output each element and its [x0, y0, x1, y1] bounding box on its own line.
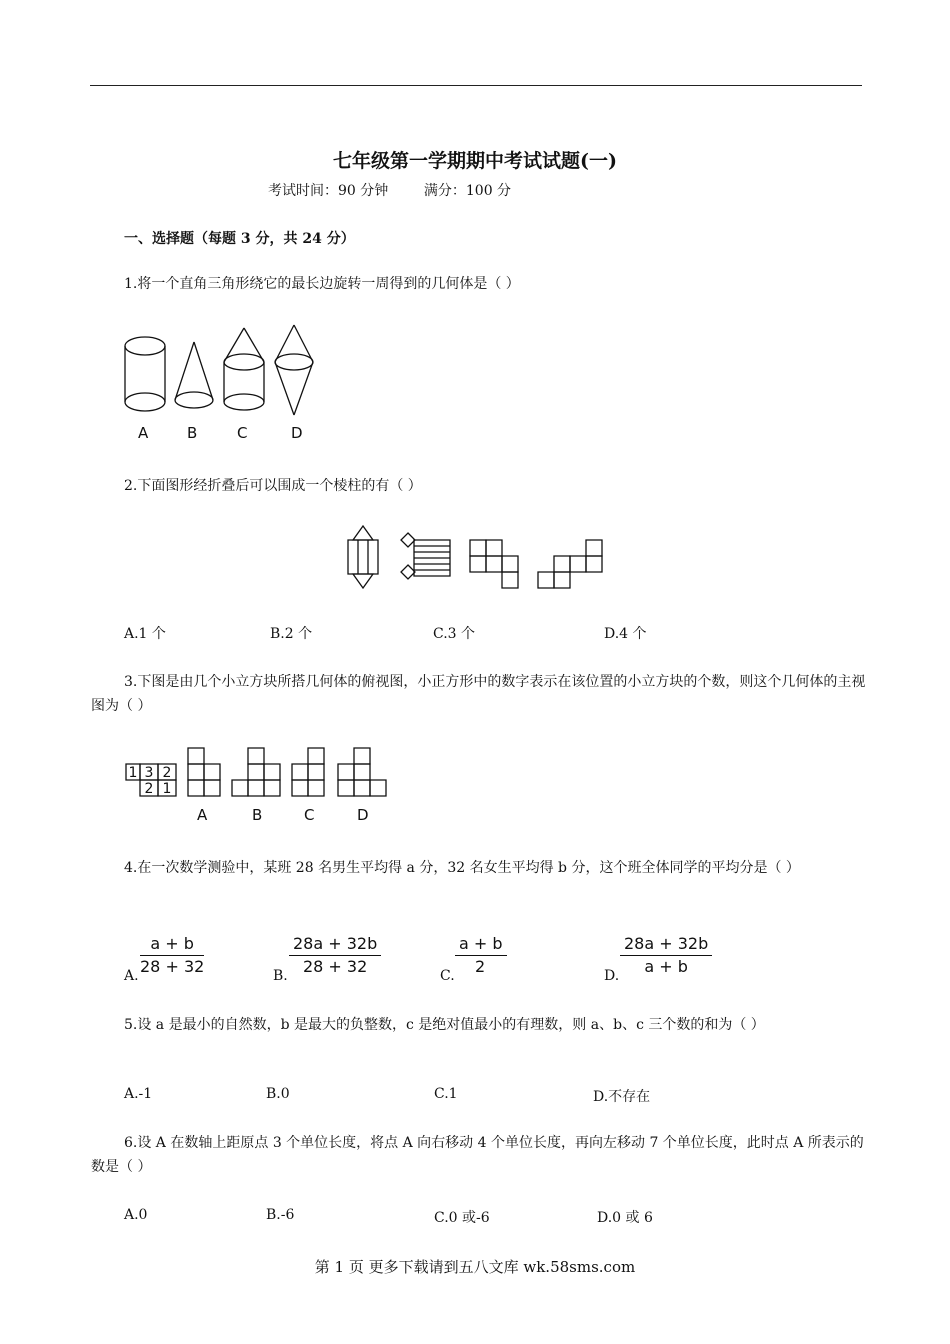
- front-view-a: [188, 748, 220, 796]
- q1-label-c: C: [237, 424, 248, 442]
- question-2: 2.下面图形经折叠后可以围成一个棱柱的有（ ）: [124, 478, 422, 494]
- q4-option-d-fraction: [620, 933, 712, 978]
- net-multi-face-prism: [401, 533, 450, 579]
- cone-cylinder-shape: [224, 328, 264, 410]
- net-triangular-prism: [348, 526, 378, 588]
- q3-label-b: B: [252, 806, 263, 824]
- q4-option-b-label: B.: [273, 968, 288, 984]
- front-view-d: [338, 748, 386, 796]
- question-1: 1.将一个直角三角形绕它的最长边旋转一周得到的几何体是（ ）: [124, 276, 520, 292]
- grid-cell-3: 2: [162, 765, 172, 781]
- question-4: 4.在一次数学测验中，某班 28 名男生平均得 a 分，32 名女生平均得 b 分，这个班全体同学的平均分是（ ）: [124, 860, 800, 876]
- q2-option-c: C.3 个: [433, 626, 476, 642]
- question-5: 5.设 a 是最小的自然数，b 是最大的负整数，c 是绝对值最小的有理数，则 a、b、c 三个数的和为（ ）: [124, 1017, 765, 1033]
- q4-option-b-fraction: [289, 933, 381, 978]
- double-cone-shape: [275, 325, 313, 415]
- q4-a-denominator: 28 + 32: [140, 957, 205, 976]
- q4-d-numerator: 28a + 32b: [620, 933, 712, 956]
- section-heading: 一、选择题（每题 3 分，共 24 分）: [124, 231, 355, 247]
- q3-label-c: C: [304, 806, 315, 824]
- q1-label-b: B: [187, 424, 198, 442]
- q6-option-a: A.0: [124, 1207, 148, 1223]
- cylinder-shape: [125, 337, 165, 411]
- q5-option-a: A.-1: [124, 1086, 153, 1102]
- exam-time: 考试时间：90 分钟: [268, 183, 389, 199]
- q3-views-figure: [124, 744, 394, 806]
- q2-nets-figure: [340, 522, 605, 592]
- q6-option-c: C.0 或-6: [434, 1210, 490, 1226]
- q4-d-denominator: a + b: [644, 957, 688, 976]
- front-view-b: [232, 748, 280, 796]
- grid-cell-4: 2: [144, 781, 154, 797]
- front-view-c: [292, 748, 324, 796]
- page-footer: 第 1 页 更多下载请到五八文库 wk.58sms.com: [314, 1258, 636, 1276]
- grid-cell-2: 3: [144, 765, 154, 781]
- q2-option-b: B.2 个: [270, 626, 313, 642]
- q6-option-d: D.0 或 6: [597, 1210, 653, 1226]
- q4-option-a-label: A.: [124, 968, 139, 984]
- exam-score: 满分：100 分: [423, 183, 512, 199]
- net-cube-a: [470, 540, 518, 588]
- q3-label-a: A: [197, 806, 208, 824]
- exam-info: [268, 180, 511, 200]
- net-cube-b: [538, 540, 602, 588]
- q2-option-a: A.1 个: [124, 626, 166, 642]
- cone-shape: [175, 342, 213, 408]
- question-3: 3.下图是由几个小立方块所搭几何体的俯视图，小正方形中的数字表示在该位置的小立方块的个数，则这个几何体的主视图为（ ）: [91, 674, 866, 714]
- q4-b-numerator: 28a + 32b: [289, 933, 381, 956]
- q5-option-c: C.1: [434, 1086, 458, 1102]
- q4-c-denominator: 2: [475, 957, 486, 976]
- q1-label-a: A: [138, 424, 149, 442]
- q4-a-numerator: a + b: [140, 933, 204, 956]
- q4-option-a-fraction: [140, 933, 204, 978]
- q4-option-d-label: D.: [604, 968, 620, 984]
- q5-option-b: B.0: [266, 1086, 290, 1102]
- header-rule: [90, 85, 862, 86]
- q4-c-numerator: a + b: [455, 933, 507, 956]
- grid-cell-5: 1: [162, 781, 172, 797]
- q2-option-d: D.4 个: [604, 626, 647, 642]
- question-6: 6.设 A 在数轴上距原点 3 个单位长度，将点 A 向右移动 4 个单位长度，再向左移动 7 个单位长度，此时点 A 所表示的数是（ ）: [91, 1135, 864, 1175]
- q4-option-c-label: C.: [440, 968, 455, 984]
- q4-b-denominator: 28 + 32: [302, 957, 368, 976]
- grid-cell-1: 1: [128, 765, 138, 781]
- q4-option-c-fraction: [455, 933, 507, 978]
- q3-label-d: D: [357, 806, 369, 824]
- q5-option-d: D.不存在: [593, 1089, 651, 1105]
- q1-solids-figure: [120, 322, 320, 418]
- q6-option-b: B.-6: [266, 1207, 295, 1223]
- q1-label-d: D: [291, 424, 303, 442]
- page-title: 七年级第一学期期中考试试题(一): [333, 150, 617, 172]
